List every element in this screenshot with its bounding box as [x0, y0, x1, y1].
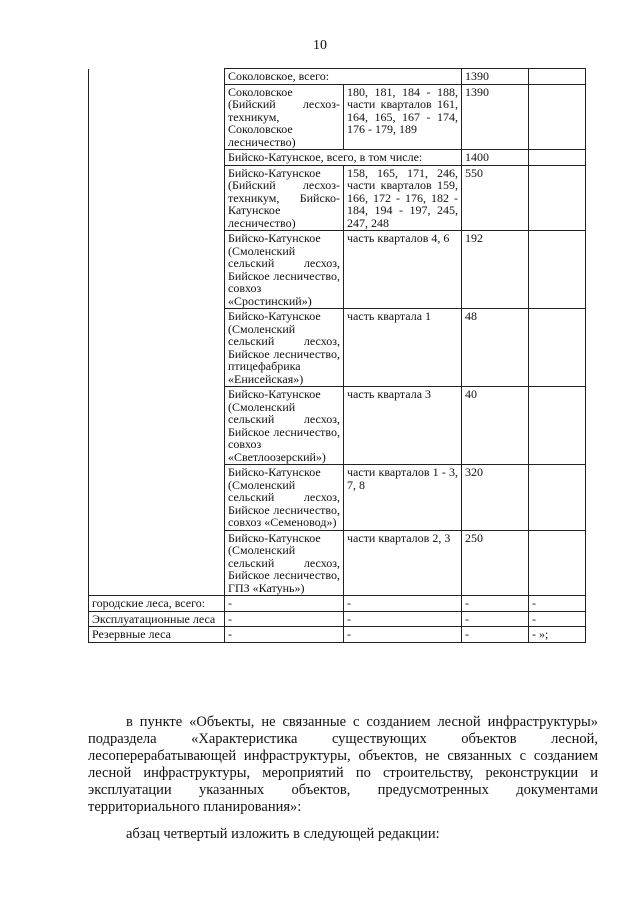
table-row: [89, 84, 586, 150]
table-cell: -: [225, 596, 344, 612]
table-cell: 192: [462, 231, 529, 309]
table-cell: Соколовское (Бийский лесхоз-техникум, Соколовское лесничество): [225, 84, 344, 150]
table-cell: 320: [462, 465, 529, 531]
page-number: 10: [313, 38, 327, 53]
table-cell: -: [225, 611, 344, 627]
table-cell: Бийско-Катунское (Смоленский сельский лесхоз, Бийское лесничество, ГПЗ «Катунь»): [225, 530, 344, 596]
table-cell: [529, 69, 586, 85]
table-cell: -: [529, 611, 586, 627]
table-cell: Бийско-Катунское (Смоленский сельский лесхоз, Бийское лесничество, птицефабрика «Енисейская»): [225, 309, 344, 387]
table-cell: [529, 84, 586, 150]
table-cell: [529, 530, 586, 596]
instruction-paragraph: абзац четвертый изложить в следующей редакции:: [126, 826, 440, 842]
table-row: [89, 627, 586, 643]
forest-table: [88, 68, 586, 643]
table-cell: Бийско-Катунское (Смоленский сельский лесхоз, Бийское лесничество, совхоз «Светлоозерский»): [225, 387, 344, 465]
table-cell: -: [462, 596, 529, 612]
table-cell: части кварталов 1 - 3, 7, 8: [344, 465, 462, 531]
table-row: [89, 596, 586, 612]
table-cell: 158, 165, 171, 246, части кварталов 159, 166, 172 - 176, 182 - 184, 194 - 197, 245, 247, 248: [344, 165, 462, 231]
table-cell: 1390: [462, 69, 529, 85]
table-cell: 40: [462, 387, 529, 465]
table-cell: [529, 387, 586, 465]
table-cell: часть квартала 3: [344, 387, 462, 465]
table-row: [89, 231, 586, 309]
table-cell: [89, 165, 225, 231]
table-cell: [89, 530, 225, 596]
table-cell: [89, 309, 225, 387]
table-cell: [89, 84, 225, 150]
table-cell: -: [344, 611, 462, 627]
table-cell: 1390: [462, 84, 529, 150]
table-row: [89, 165, 586, 231]
table-cell: Эксплуатационные леса: [89, 611, 225, 627]
table-cell: [89, 387, 225, 465]
table-cell: -: [462, 611, 529, 627]
table-cell: [89, 150, 225, 166]
table-row: [89, 530, 586, 596]
table-cell: -: [529, 596, 586, 612]
table-cell: часть кварталов 4, 6: [344, 231, 462, 309]
table-cell: -: [344, 596, 462, 612]
table-cell: [89, 69, 225, 85]
table-cell: [529, 465, 586, 531]
table-cell: Резервные леса: [89, 627, 225, 643]
table-cell: части кварталов 2, 3: [344, 530, 462, 596]
table-cell: [529, 150, 586, 166]
table-cell: [89, 231, 225, 309]
table-cell: 550: [462, 165, 529, 231]
table-cell: Бийско-Катунское (Бийский лесхоз-техникум, Бийско-Катунское лесничество): [225, 165, 344, 231]
table-cell: Бийско-Катунское (Смоленский сельский лесхоз, Бийское лесничество, совхоз «Сростинский»): [225, 231, 344, 309]
amendment-paragraph: в пункте «Объекты, не связанные с созданием лесной инфраструктуры» подраздела «Характеристика существующих объектов лесной, лесоперерабатывающей инфраструктуры, объектов, не связанных с созданием лесной инфраструктуры, мероприятий по строительству, реконструкции и эксплуатации указанных объектов, предусмотренных документами территориального планирования»:: [88, 714, 598, 815]
table-cell: 48: [462, 309, 529, 387]
table-cell: часть квартала 1: [344, 309, 462, 387]
table-row: [89, 309, 586, 387]
table-cell: - »;: [529, 627, 586, 643]
table-cell: -: [344, 627, 462, 643]
table-row: [89, 465, 586, 531]
table-cell: -: [462, 627, 529, 643]
table-cell: городские леса, всего:: [89, 596, 225, 612]
table-cell: [529, 231, 586, 309]
table-cell: Соколовское, всего:: [225, 69, 462, 85]
table-cell: Бийско-Катунское, всего, в том числе:: [225, 150, 462, 166]
table-row: [89, 150, 586, 166]
table-cell: [89, 465, 225, 531]
table-row: [89, 69, 586, 85]
table-cell: 1400: [462, 150, 529, 166]
table-row: [89, 387, 586, 465]
table-row: [89, 611, 586, 627]
table-cell: Бийско-Катунское (Смоленский сельский лесхоз, Бийское лесничество, совхоз «Семеновод»): [225, 465, 344, 531]
table-cell: [529, 165, 586, 231]
table-cell: -: [225, 627, 344, 643]
table-cell: [529, 309, 586, 387]
table-cell: 180, 181, 184 - 188, части кварталов 161, 164, 165, 167 - 174, 176 - 179, 189: [344, 84, 462, 150]
table-cell: 250: [462, 530, 529, 596]
